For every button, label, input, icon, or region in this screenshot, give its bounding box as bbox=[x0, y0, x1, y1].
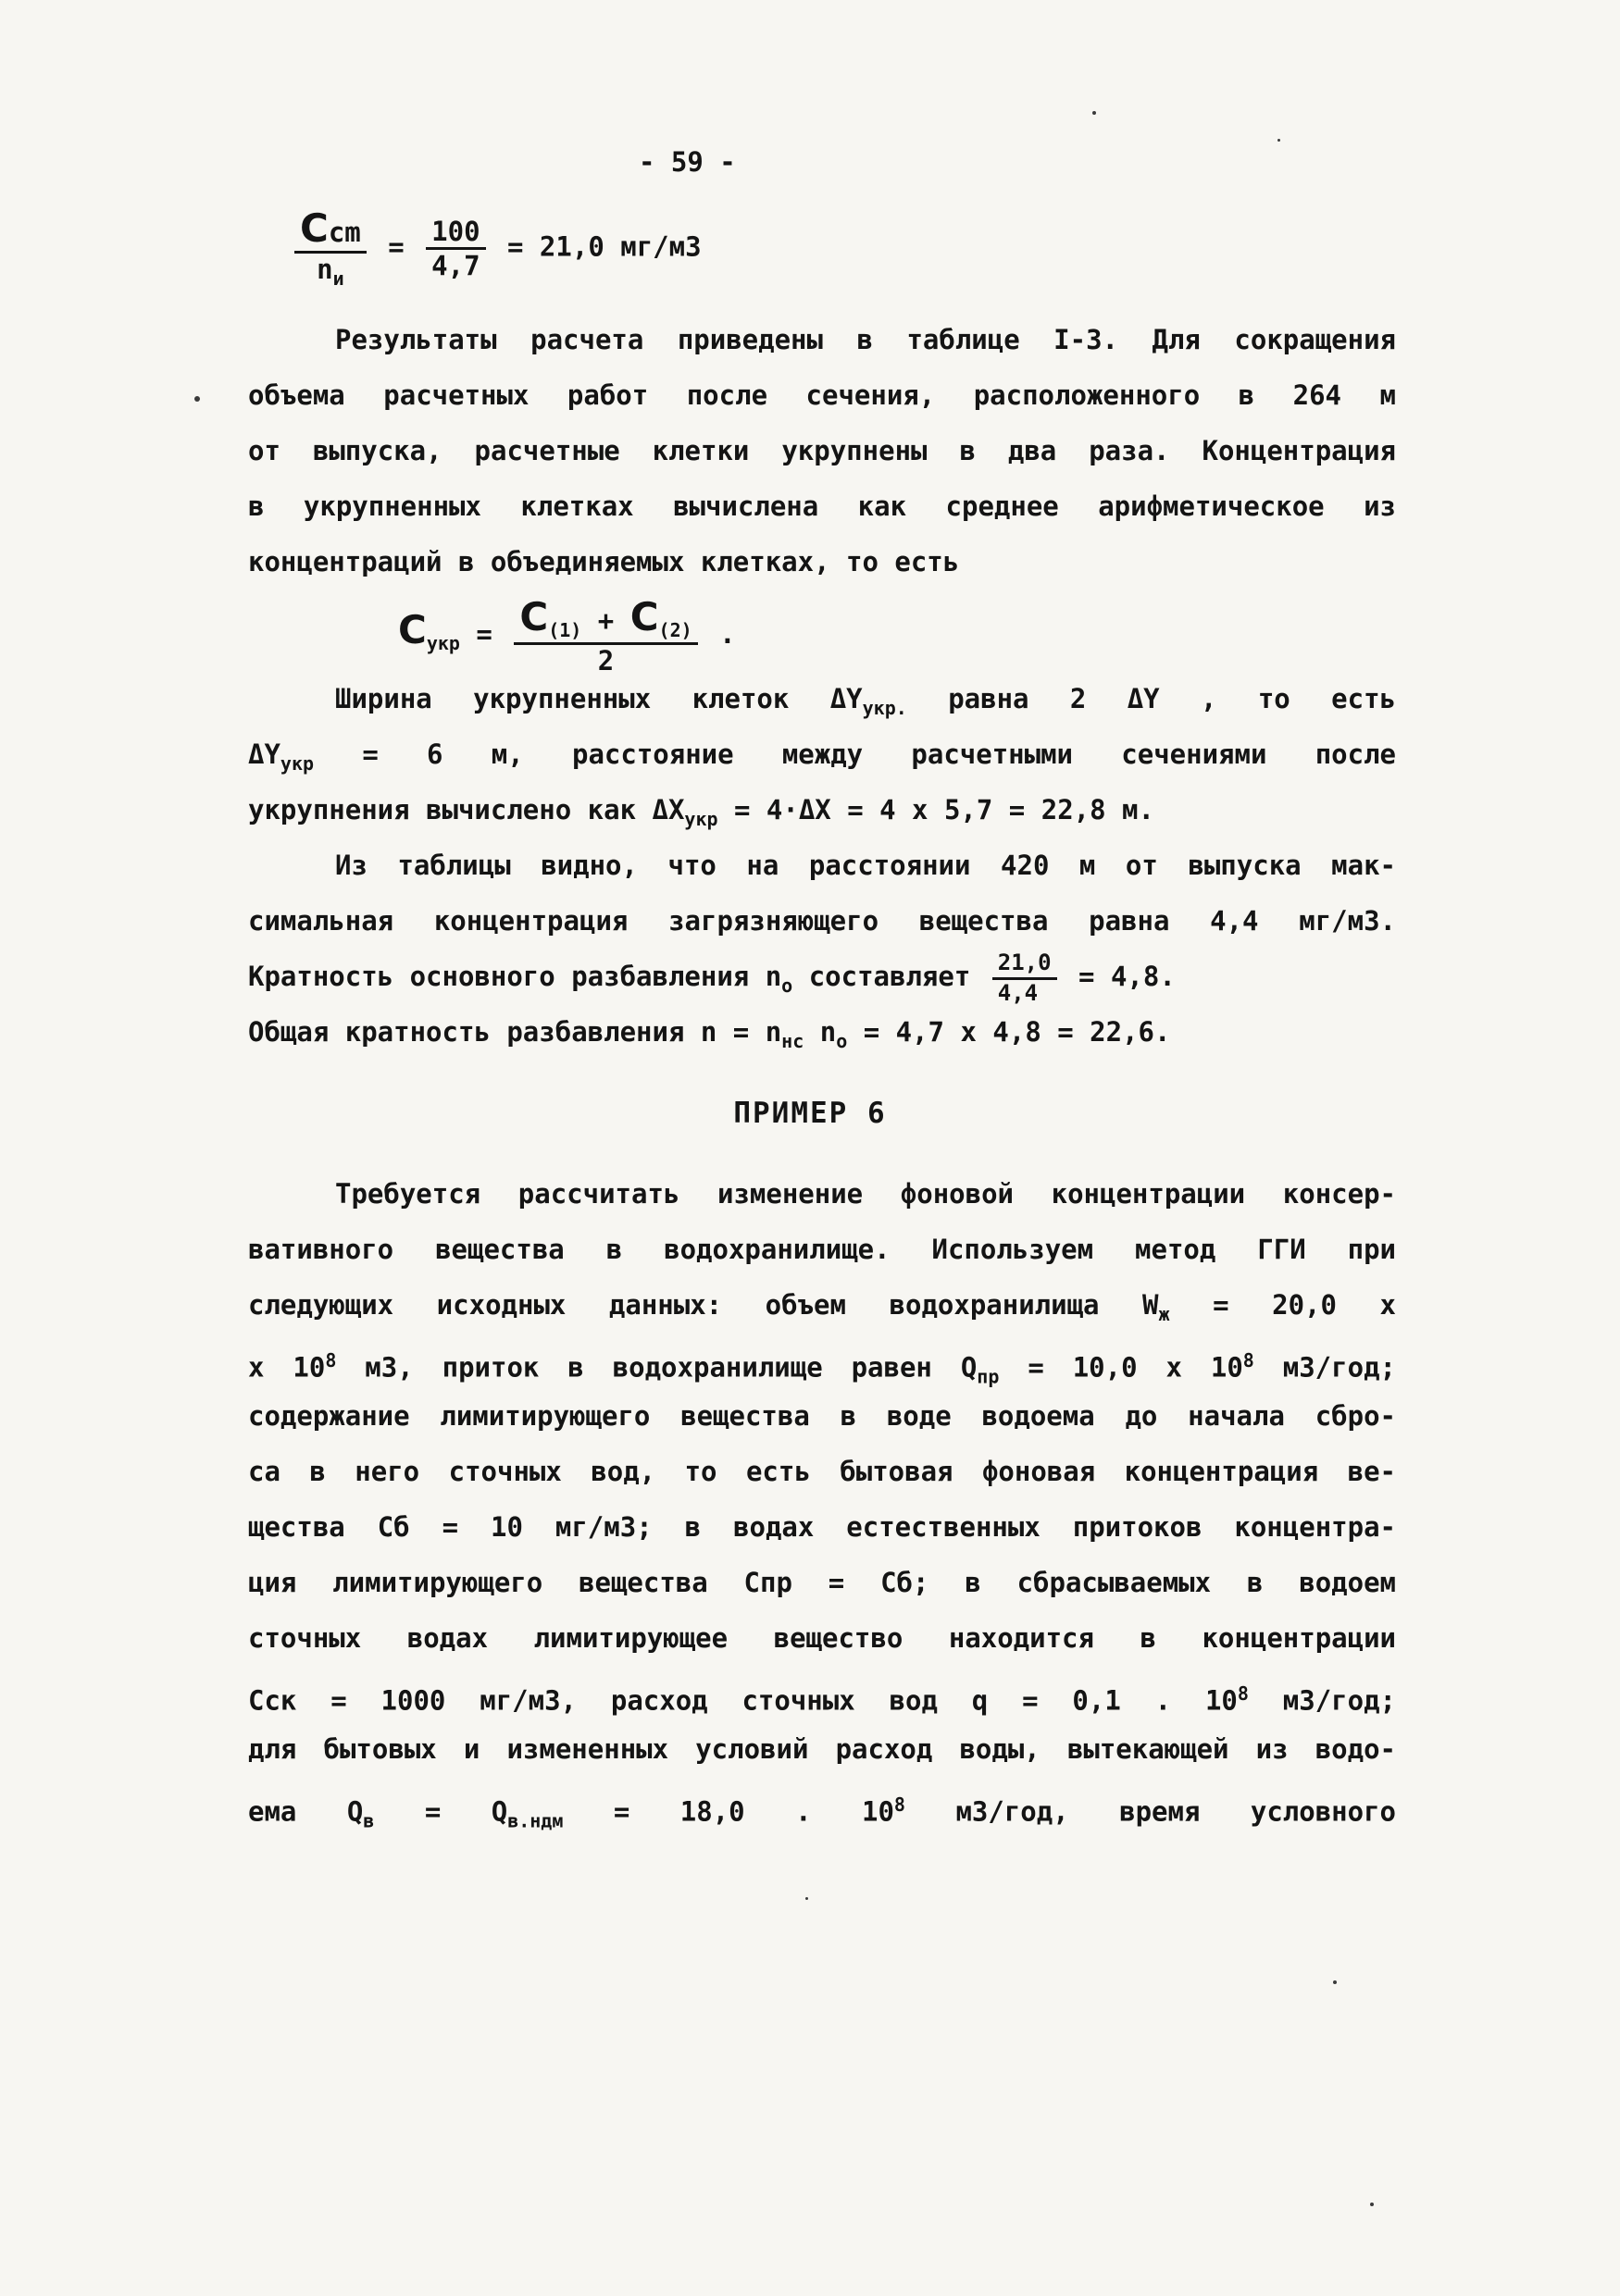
fraction-21-over-4-4: $\frac{21,0}{4,4}$ bbox=[992, 951, 1057, 1004]
formula-concentration-ratio: $\frac{\text{Ccm}}{n_и}$ = $\frac{100}{4,7}$ = 21,0 мг/м3 bbox=[289, 208, 702, 289]
scan-speck bbox=[805, 1897, 808, 1900]
fraction-100-over-4-7: $\frac{100}{4,7}$ bbox=[426, 217, 485, 280]
scan-speck bbox=[1370, 2203, 1374, 2206]
formula-result: = 21,0 мг/м3 bbox=[507, 230, 702, 263]
scan-speck bbox=[1333, 1980, 1337, 1984]
fraction-cst-over-n: $\frac{\text{Ccm}}{n_и}$ bbox=[294, 208, 367, 289]
scan-speck bbox=[1092, 111, 1096, 115]
paragraph-results: Результаты расчета приведены в таблице I-3. Для сокращения объема расчетных работ после сечения, расположенного в 264 м от выпуска, расчетные клетки укрупнены в два раза. Концентрация в укрупненных клетках вычислена как среднее арифметическое из концентраций в объединяемых клетках, то есть bbox=[248, 324, 1396, 577]
scan-speck bbox=[194, 396, 200, 402]
scan-speck bbox=[1277, 139, 1280, 142]
section-heading: ПРИМЕР 6 bbox=[733, 1097, 887, 1130]
paragraph-example-6: Требуется рассчитать изменение фоновой концентрации консер- вативного вещества в водохранилище. Используем метод ГГИ при следующих исходных данных: объем водохранилища $W_ж = 20,0$ х х $10^8$ м3, приток в водохранилище равен $Q_{пр} = 10,0$ х $10^8$ м3/год; содержание лимитирующего вещества в воде водоема до начала сбро- са в него сточных вод, то есть бытовая фоновая концентрация ве- щества Cб = 10 мг/м3; в водах естественных притоков концентра- ция лимитирующего вещества Спр = Сб; в сбрасываемых в водоем сточных водах лимитирующее вещество находится в концентрации Сск = 1000 мг/м3, расход сточных вод q = 0,1 . $10^8$ м3/год; для бытовых и измененных условий расход воды, вытекающей из водо- ема $Q_в = Q_{в.ндм} = 18,0$ . $10^8$ м3/год, время условного bbox=[248, 1178, 1396, 1832]
paragraph-dilution: Из таблицы видно, что на расстоянии 420 м от выпуска мак- симальная концентрация загрязняющего вещества равна 4,4 мг/м3. Кратность основного разбавления $n_о$ составляет $\frac{21,0}{4,4}$ = 4,8. Общая кратность разбавления $n = n_{нс}$ $n_о = 4,7$ х 4,8 = 22,6. bbox=[248, 850, 1396, 1052]
fraction-c1-plus-c2: $\frac{C_{(1)} + C_{(2)}}{2}$ bbox=[514, 597, 697, 675]
page-number: - 59 - bbox=[639, 146, 736, 178]
formula-enlarged-concentration: $C_{укр}$ = $\frac{C_{(1)} + C_{(2)}}{2}$ . bbox=[398, 594, 736, 676]
paragraph-cell-width: Ширина укрупненных клеток $\Delta Y_{укр.}$ равна 2 ΔY , то есть $\Delta Y_{укр} = 6$ м, расстояние между расчетными сечениями после укрупнения вычислено как $\Delta X_{укр} = 4\cdot\Delta X = 4$ х 5,7 = 22,8 м. bbox=[248, 683, 1396, 830]
